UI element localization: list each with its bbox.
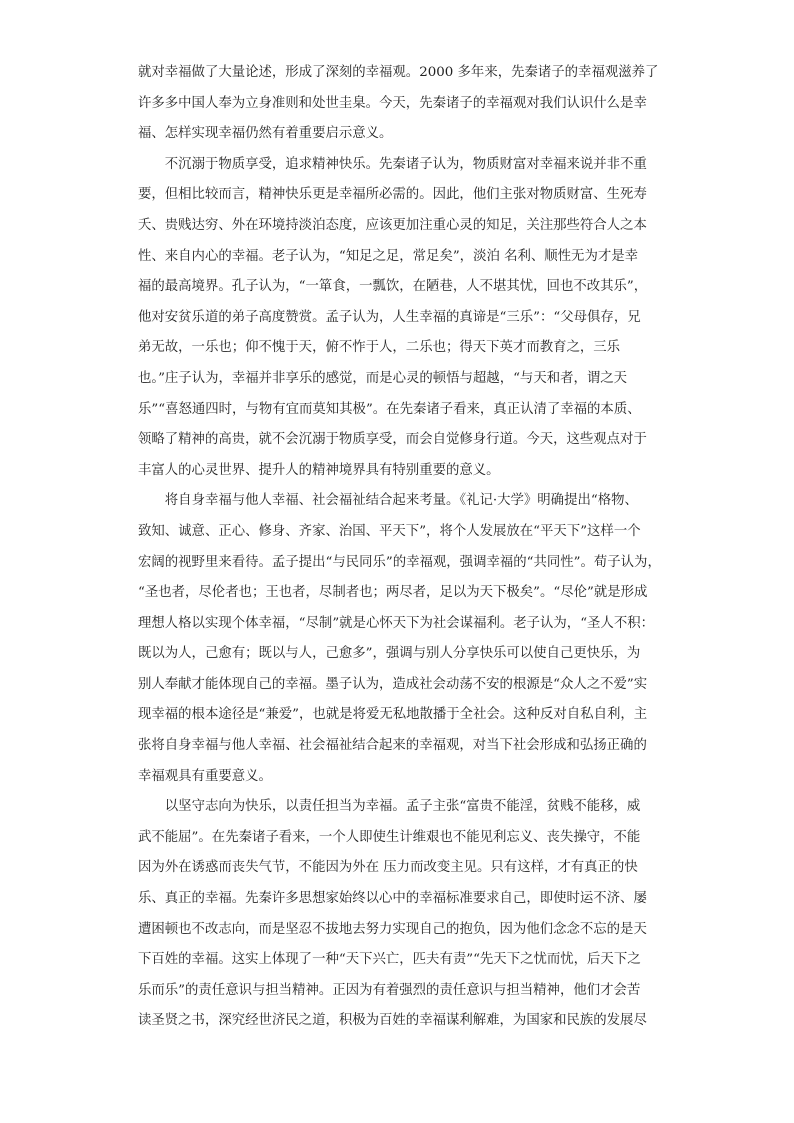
text-line: 也。”庄子认为，幸福并非享乐的感觉，而是心灵的顿悟与超越，“与天和者，谓之天 <box>138 370 628 386</box>
text-line: 夭、贵贱达穷、外在环境持淡泊态度，应该更加注重心灵的知足，关注那些符合人之本 <box>138 217 647 233</box>
text-line: 乐”“喜怒通四时，与物有宜而莫知其极”。在先秦诸子看来，真正认清了幸福的本质、 <box>138 401 641 417</box>
text-line: 因为外在诱惑而丧失气节，不能因为外在 压力而改变主见。只有这样，才有真正的快 <box>138 860 638 876</box>
text-line: 现幸福的根本途径是“兼爱”，也就是将爱无私地散播于全社会。这种反对自私自利，主 <box>138 707 648 723</box>
text-line: 丰富人的心灵世界、提升人的精神境界具有特别重要的意义。 <box>138 462 500 478</box>
text-line: 别人奉献才能体现自己的幸福。墨子认为，造成社会动荡不安的根源是“众人之不爱”实 <box>138 676 648 692</box>
text-line: 理想人格以实现个体幸福，“尽制”就是心怀天下为社会谋福利。老子认为，“圣人不积： <box>138 615 654 631</box>
text-line: 福的最高境界。孔子认为，“一箪食，一瓢饮，在陋巷，人不堪其忧，回也不改其乐”， <box>138 279 648 295</box>
text-line: 他对安贫乐道的弟子高度赞赏。孟子认为，人生幸福的真谛是“三乐”：“父母俱存，兄 <box>138 309 641 325</box>
text-line: 将自身幸福与他人幸福、社会福祉结合起来考量。《礼记·大学》明确提出“格物、 <box>164 493 638 509</box>
text-line: 领略了精神的高贵，就不会沉溺于物质享受，而会自觉修身行道。今天，这些观点对于 <box>138 432 647 448</box>
text-line: 性、来自内心的幸福。老子认为，“知足之足，常足矣”，淡泊 名利、顺性无为才是幸 <box>138 248 639 264</box>
text-line: 许多多中国人奉为立身准则和处世圭臬。今天，先秦诸子的幸福观对我们认识什么是幸 <box>138 95 647 111</box>
text-line: 乐、真正的幸福。先秦许多思想家始终以心中的幸福标准要求自己，即使时运不济、屡 <box>138 891 647 907</box>
paragraph <box>138 486 663 792</box>
text-line: 不沉溺于物质享受，追求精神快乐。先秦诸子认为，物质财富对幸福来说并非不重 <box>164 156 647 172</box>
text-line: 弟无故，一乐也；仰不愧于天，俯不怍于人，二乐也；得天下英才而教育之，三乐 <box>138 340 621 356</box>
text-line: 致知、诚意、正心、修身、齐家、治国、平天下”，将个人发展放在“平天下”这样一个 <box>138 523 641 539</box>
text-line: 福、怎样实现幸福仍然有着重要启示意义。 <box>138 126 393 142</box>
paragraph <box>138 792 663 1037</box>
text-line: 以坚守志向为快乐，以责任担当为幸福。孟子主张“富贵不能淫，贫贱不能移，威 <box>164 799 641 815</box>
document-page <box>138 58 663 1037</box>
text-line: 既以为人，己愈有；既以与人，己愈多”，强调与别人分享快乐可以使自己更快乐，为 <box>138 646 641 662</box>
text-line: 武不能屈”。在先秦诸子看来，一个人即使生计维艰也不能见利忘义、丧失操守，不能 <box>138 829 641 845</box>
paragraph <box>138 150 663 487</box>
text-line: 宏阔的视野里来看待。孟子提出“与民同乐”的幸福观，强调幸福的“共同性”。荀子认为， <box>138 554 661 570</box>
text-line: 读圣贤之书，深究经世济民之道，积极为百姓的幸福谋利解难，为国家和民族的发展尽 <box>138 1013 647 1029</box>
text-line: “圣也者，尽伦者也；王也者，尽制者也；两尽者，足以为天下极矣”。“尽伦”就是形成 <box>138 585 648 601</box>
text-line: 就对幸福做了大量论述，形成了深刻的幸福观。2000 多年来，先秦诸子的幸福观滋养了 <box>138 65 659 80</box>
text-line: 幸福观具有重要意义。 <box>138 768 272 784</box>
text-line: 要，但相比较而言，精神快乐更是幸福所必需的。因此，他们主张对物质财富、生死寿 <box>138 187 647 203</box>
paragraph <box>138 58 663 150</box>
text-line: 下百姓的幸福。这实上体现了一种“天下兴亡，匹夫有责”“先天下之忧而忧，后天下之 <box>138 952 641 968</box>
text-line: 遭困顿也不改志向，而是坚忍不拔地去努力实现自己的抱负，因为他们念念不忘的是天 <box>138 921 647 937</box>
text-line: 张将自身幸福与他人幸福、社会福祉结合起来的幸福观，对当下社会形成和弘扬正确的 <box>138 738 647 754</box>
text-line: 乐而乐”的责任意识与担当精神。正因为有着强烈的责任意识与担当精神，他们才会苦 <box>138 982 641 998</box>
